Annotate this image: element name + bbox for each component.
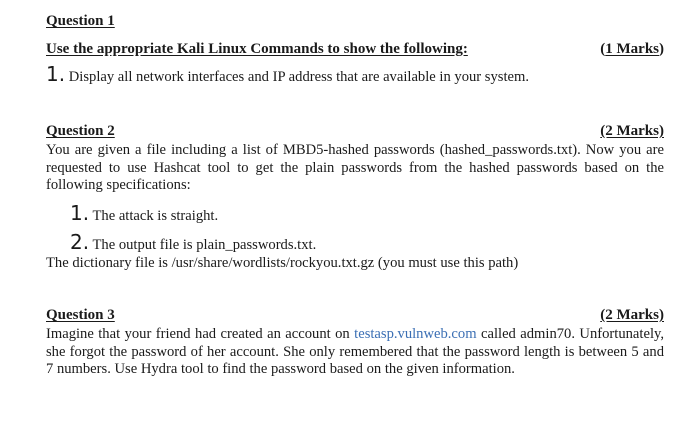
question-3-body [46, 326, 664, 379]
question-2-dictionary-note: The dictionary file is /usr/share/wordlists/rockyou.txt.gz (you must use this path) [46, 255, 519, 271]
question-1-item-number: 1. [46, 62, 66, 86]
question-3-header-row [46, 306, 664, 324]
question-1-title: Question 1 [46, 13, 115, 29]
question-1-item-text: Display all network interfaces and IP address that are available in your system. [68, 69, 529, 85]
question-3-link[interactable]: testasp.vulnweb.com [354, 326, 477, 342]
question-2-item-2-number: 2. [70, 230, 90, 254]
question-2-item-1 [70, 203, 218, 226]
question-2-title: Question 2 [46, 123, 115, 139]
question-2-header-row [46, 122, 664, 140]
question-1-marks: (1 Marks) [600, 41, 664, 57]
question-3-title: Question 3 [46, 307, 115, 323]
question-3-marks: (2 Marks) [600, 307, 664, 323]
question-2-body: You are given a file including a list of MBD5-hashed passwords (hashed_passwords.txt). Now you are requested to use Hashcat tool to get the plain passwords from the hashed passwords based on the following specifications: [46, 142, 664, 194]
question-1-header-row [46, 40, 664, 58]
question-3-body-after: called admin70. Unfortunately, she forgot the password of her account. She only remembered that the password length is between 5 and 7 numbers. Use Hydra tool to find the password based on the given information. [46, 326, 664, 378]
question-2-marks: (2 Marks) [600, 123, 664, 139]
question-2-item-1-text: The attack is straight. [92, 208, 219, 224]
question-2-item-2 [70, 232, 316, 255]
question-1-instruction: Use the appropriate Kali Linux Commands to show the following: [46, 41, 468, 57]
question-1-item [46, 64, 529, 87]
question-2-item-1-number: 1. [70, 201, 90, 225]
question-3-body-before: Imagine that your friend had created an account on [46, 326, 350, 342]
question-2-item-2-text: The output file is plain_passwords.txt. [92, 237, 317, 253]
